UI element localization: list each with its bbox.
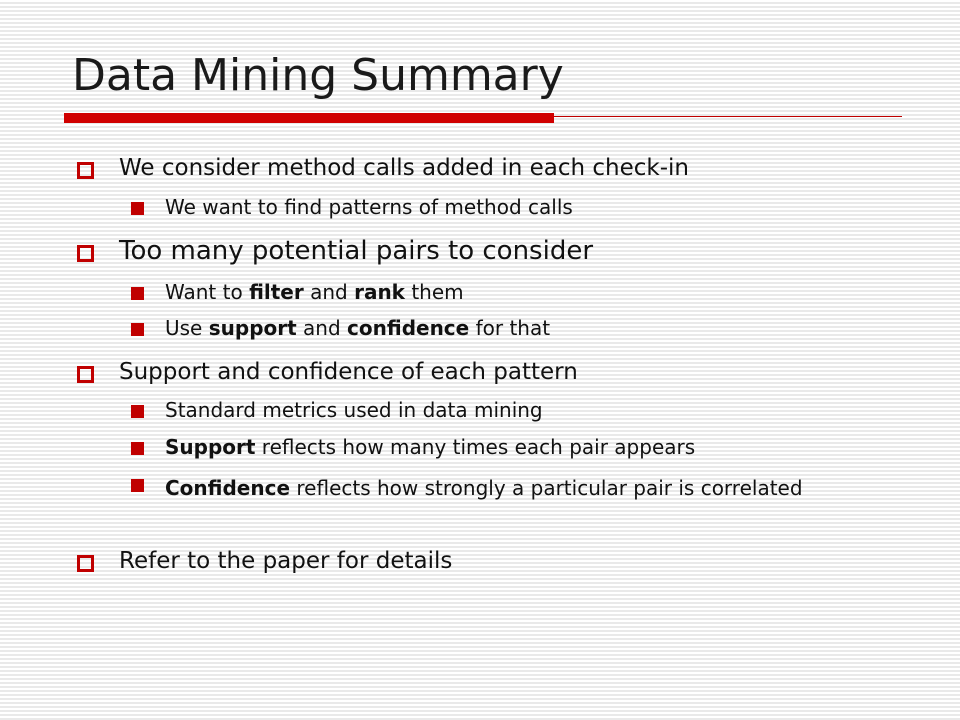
sub-bullet-text: Want to filter and rank them [165, 280, 464, 304]
hollow-square-bullet-icon [77, 162, 94, 179]
slide-title: Data Mining Summary [72, 50, 564, 101]
filled-square-bullet-icon [131, 287, 144, 300]
sub-bullet-text: Standard metrics used in data mining [165, 398, 543, 422]
hollow-square-bullet-icon [77, 245, 94, 262]
bullet-text: We consider method calls added in each check-in [119, 155, 690, 181]
bullet-text: Support and confidence of each pattern [119, 359, 578, 385]
filled-square-bullet-icon [131, 479, 144, 492]
sub-bullet-text: We want to find patterns of method calls [165, 195, 573, 219]
sub-bullet-text: Confidence reflects how strongly a particular pair is correlated [165, 476, 803, 500]
filled-square-bullet-icon [131, 442, 144, 455]
filled-square-bullet-icon [131, 405, 144, 418]
title-accent-bar [64, 113, 554, 123]
bullet-text: Too many potential pairs to consider [119, 236, 594, 266]
filled-square-bullet-icon [131, 323, 144, 336]
hollow-square-bullet-icon [77, 366, 94, 383]
hollow-square-bullet-icon [77, 555, 94, 572]
sub-bullet-text: Use support and confidence for that [165, 316, 551, 340]
sub-bullet-text: Support reflects how many times each pair appears [165, 435, 696, 459]
bullet-text: Refer to the paper for details [119, 548, 453, 574]
filled-square-bullet-icon [131, 202, 144, 215]
